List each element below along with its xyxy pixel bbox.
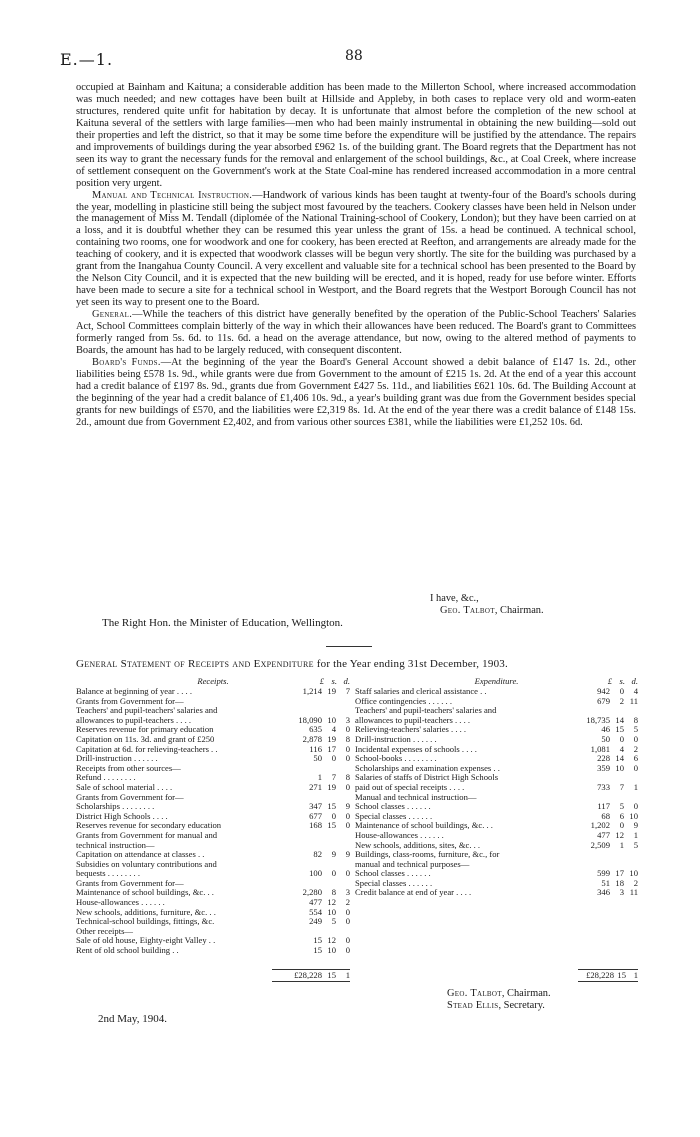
receipts-row [76, 764, 350, 774]
chairman-signature [447, 988, 551, 1000]
receipts-heading: Receipts. [197, 676, 229, 686]
expenditure-shillings: 5 [619, 801, 624, 812]
receipts-pence: 0 [345, 868, 350, 879]
statement-signatures [447, 988, 551, 1012]
expenditure-row [355, 773, 638, 783]
receipts-shillings: 0 [331, 810, 336, 821]
receipts-shillings: 0 [331, 753, 336, 764]
expenditure-row [355, 850, 638, 860]
expenditure-shillings: 14 [615, 714, 624, 725]
expenditure-row [355, 821, 638, 831]
expenditure-header [355, 676, 638, 687]
receipts-currency-header [302, 676, 350, 686]
letter-signoff [430, 593, 544, 617]
receipts-label: Rent of old school building . . [76, 946, 179, 956]
paragraph-boards-funds [76, 357, 636, 429]
receipts-amount [288, 850, 350, 860]
expenditure-shillings: 0 [619, 820, 624, 831]
receipts-row [76, 697, 350, 707]
statement-date: 2nd May, 1904. [98, 1013, 167, 1025]
receipts-pounds: 15 [313, 935, 322, 946]
pence-header: d. [631, 676, 638, 686]
secretary-signature [447, 1000, 551, 1012]
receipts-label: Receipts from other sources— [76, 763, 181, 773]
expenditure-row [355, 745, 638, 755]
expenditure-label: School classes . . . . . . [355, 802, 431, 812]
receipts-shillings: 19 [327, 781, 336, 792]
receipts-label: Grants from Government for— [76, 792, 184, 802]
expenditure-row [355, 869, 638, 879]
receipts-label: Other receipts— [76, 926, 134, 936]
receipts-pounds: 2,280 [302, 887, 322, 898]
receipts-row [76, 946, 350, 956]
paragraph-general-text: —While the teachers of this district have generally benefited by the operation of the Public-School Teachers' Salaries Act, School Committees complain bitterly of the way in which their allowances have been reduced. The Board's grant to Committees formerly ranged from 5s. 6d. to 11s. 6d. a head on the average attendance, but now, owing to the altered method of payments to Boards, the amount has had to be largely reduced, with consequent discontent. [76, 309, 636, 356]
receipts-pence: 0 [345, 935, 350, 946]
receipts-shillings: 10 [327, 945, 336, 956]
expenditure-amount [576, 783, 638, 793]
expenditure-row [355, 879, 638, 889]
receipts-pounds: 635 [309, 724, 322, 735]
receipts-row [76, 821, 350, 831]
expenditure-shillings: 17 [615, 868, 624, 879]
receipts-label: Teachers' and pupil-teachers' salaries and [76, 706, 218, 716]
expenditure-label: Drill-instruction . . . . . . [355, 734, 437, 744]
expenditure-pounds: 18,735 [586, 714, 610, 725]
expenditure-pence: 1 [633, 781, 638, 792]
chairman-role: , Chairman. [501, 988, 551, 999]
receipts-shillings: 10 [327, 714, 336, 725]
receipts-pence: 8 [345, 772, 350, 783]
receipts-amount [288, 917, 350, 927]
receipts-shillings: 5 [331, 916, 336, 927]
receipts-label: Grants from Government for— [76, 878, 184, 888]
receipts-pence: 0 [345, 753, 350, 764]
pounds-header: £ [607, 676, 612, 686]
receipts-pence: 0 [345, 810, 350, 821]
expenditure-label: New schools, additions, sites, &c. . . [355, 840, 481, 850]
receipts-pence: 7 [345, 686, 350, 696]
section-heading-general: General. [92, 309, 133, 321]
expenditure-shillings: 18 [615, 877, 624, 888]
receipts-amount [288, 687, 350, 697]
expenditure-amount [576, 697, 638, 707]
receipts-pounds: 15 [313, 945, 322, 956]
receipts-row [76, 869, 350, 879]
expenditure-amount [576, 888, 638, 898]
report-body [76, 82, 636, 429]
expenditure-pence: 0 [633, 801, 638, 812]
expenditure-pounds: 359 [597, 762, 610, 773]
receipts-label: Capitation on 11s. 3d. and grant of £250 [76, 734, 215, 744]
signoff-name: Geo. Talbot [440, 605, 495, 616]
receipts-pounds: 271 [309, 781, 322, 792]
chairman-name: Geo. Talbot [447, 988, 502, 999]
receipts-row [76, 783, 350, 793]
receipts-label: Capitation at 6d. for relieving-teachers . . [76, 744, 218, 754]
receipts-row [76, 850, 350, 860]
receipts-pounds: 2,878 [302, 733, 322, 744]
receipts-pence: 3 [345, 887, 350, 898]
expenditure-pence: 2 [633, 743, 638, 754]
expenditure-label: Incidental expenses of schools . . . . [355, 744, 477, 754]
expenditure-pence: 1 [633, 829, 638, 840]
expenditure-pence: 4 [633, 686, 638, 696]
expenditure-label: allowances to pupil-teachers . . . . [355, 715, 471, 725]
shillings-header: s. [619, 676, 625, 686]
expenditure-label: Teachers' and pupil-teachers' salaries and [355, 706, 497, 716]
receipts-total-amount [272, 970, 350, 982]
receipts-pounds: 1 [317, 772, 322, 783]
receipts-pounds: 168 [309, 820, 322, 831]
expenditure-row [355, 888, 638, 898]
receipts-pounds: 50 [313, 753, 322, 764]
expenditure-pounds: 942 [597, 686, 610, 696]
expenditure-row [355, 687, 638, 697]
secretary-role: , Secretary. [498, 1000, 545, 1011]
expenditure-amount [576, 764, 638, 774]
receipts-label: New schools, additions, furniture, &c. . . [76, 907, 216, 917]
expenditure-heading: Expenditure. [474, 676, 519, 686]
expenditure-pence: 0 [633, 733, 638, 744]
expenditure-label: Maintenance of school buildings, &c. . . [355, 821, 493, 831]
receipts-pence: 0 [345, 820, 350, 831]
expenditure-pounds: 1,202 [590, 820, 610, 831]
receipts-row [76, 754, 350, 764]
receipts-shillings: 8 [331, 887, 336, 898]
receipts-label: Scholarships . . . . . . . . [76, 802, 155, 812]
section-heading-manual: Manual and Technical Instruction. [92, 189, 253, 201]
receipts-label: Grants from Government for manual and [76, 830, 218, 840]
expenditure-shillings: 7 [619, 781, 624, 792]
expenditure-row [355, 793, 638, 803]
expenditure-pounds: 477 [597, 829, 610, 840]
receipts-pence: 0 [345, 743, 350, 754]
expenditure-label: manual and technical purposes— [355, 859, 470, 869]
receipts-row [76, 927, 350, 937]
expenditure-pence: 6 [633, 753, 638, 764]
receipts-shillings: 4 [331, 724, 336, 735]
receipts-label: Sale of school material . . . . [76, 782, 173, 792]
receipts-pounds: 100 [309, 868, 322, 879]
expenditure-row [355, 802, 638, 812]
expenditure-label: Office contingencies . . . . . . [355, 696, 452, 706]
expenditure-label: Salaries of staffs of District High Schools [355, 773, 499, 783]
receipts-shillings: 19 [327, 686, 336, 696]
expenditure-pence: 2 [633, 877, 638, 888]
expenditure-pence: 8 [633, 714, 638, 725]
expenditure-pounds: 1,081 [590, 743, 610, 754]
receipts-shillings: 12 [327, 935, 336, 946]
paragraph-funds-text: —At the beginning of the year the Board's General Account showed a debit balance of £147 1s. 2d., other liabilities being £578 1s. 9d., while grants were due from Government to the amount of £215 1s. 2d. At the end of a year this account had a credit balance of £197 8s. 9d., grants due from Government £427 5s. 11d., and liabilities £621 10s. 6d. The Building Account at the beginning of the year had a credit balance of £1,406 10s. 9d., a year's building grant was due from the Government besides special grants for new buildings of £570, and the liabilities were £2,319 8s. 1d. At the end of the year there was a credit balance of £148 15s. 2d., amount due from Government £2,402, and from various other sources £381, while the liabilities were £1,252 10s. 6d. [76, 356, 636, 428]
report-reference: E.—1. [60, 50, 114, 69]
expenditure-shillings: 3 [619, 887, 624, 898]
receipts-label: Grants from Government for— [76, 696, 184, 706]
receipts-pence: 3 [345, 714, 350, 725]
expenditure-shillings: 4 [619, 743, 624, 754]
total-shillings: 15 [327, 970, 336, 980]
paragraph-buildings: occupied at Bainham and Kaituna; a considerable addition has been made to the Millerton School, where increased accommodation was much needed; and new cottages have been built at Hillside and Appleby, in both cases to replace very old and worm-eaten structures, rendered quite unfit for habitation by decay. It is unfortunate that almost before the completion of the new school at Kaituna several of the settlers with large families—men who had been mainly instrumental in obtaining the new building—sold out their properties and left the district, so that it may be some time before the expenditure will be justified by the attendance. The repairs and improvements of buildings during the year absorbed £962 1s. of the building grant. The Board regrets that the Department has not seen its way to grant the necessary funds for the removal and enlargement of the school buildings, &c., at Coal Creek, where increase of settlement consequent on the Government's work at the State Coal-mine has rendered increased accommodation in a more central position very urgent. [76, 82, 636, 189]
expenditure-rows [355, 687, 638, 898]
expenditure-pounds: 2,509 [590, 839, 610, 850]
statement-title-caps: General Statement of Receipts and Expenditure [76, 658, 314, 670]
expenditure-shillings: 14 [615, 753, 624, 764]
paragraph-manual-technical [76, 190, 636, 310]
receipts-label: Balance at beginning of year . . . . [76, 687, 192, 696]
receipts-label: Reserves revenue for primary education [76, 725, 214, 735]
receipts-pounds: 677 [309, 810, 322, 821]
receipts-label: allowances to pupil-teachers . . . . [76, 715, 192, 725]
expenditure-label: School classes . . . . . . [355, 869, 431, 879]
receipts-pence: 9 [345, 849, 350, 860]
receipts-pence: 0 [345, 945, 350, 956]
receipts-shillings: 15 [327, 820, 336, 831]
receipts-label: District High Schools . . . . [76, 811, 168, 821]
expenditure-row [355, 754, 638, 764]
receipts-row [76, 841, 350, 851]
statement-title-rest: for the Year ending 31st December, 1903. [313, 658, 508, 670]
receipts-shillings: 12 [327, 897, 336, 908]
expenditure-currency-header [590, 676, 638, 686]
receipts-row [76, 745, 350, 755]
receipts-pounds: 347 [309, 801, 322, 812]
expenditure-shillings: 0 [619, 686, 624, 696]
receipts-label: Sale of old house, Eighty-eight Valley . . [76, 936, 216, 946]
expenditure-pence: 11 [629, 887, 638, 898]
receipts-label: Refund . . . . . . . . [76, 773, 136, 783]
expenditure-pence: 5 [633, 839, 638, 850]
receipts-amount [288, 821, 350, 831]
receipts-label: technical instruction— [76, 840, 155, 850]
receipts-row [76, 917, 350, 927]
receipts-shillings: 17 [327, 743, 336, 754]
receipts-shillings: 7 [331, 772, 336, 783]
expenditure-pence: 10 [629, 810, 638, 821]
expenditure-label: Special classes . . . . . . [355, 878, 433, 888]
section-heading-funds: Board's Funds. [92, 356, 161, 368]
expenditure-label: paid out of special receipts . . . . [355, 782, 465, 792]
expenditure-pence: 9 [633, 820, 638, 831]
receipts-label: bequests . . . . . . . . [76, 869, 140, 879]
addressee: The Right Hon. the Minister of Education, Wellington. [102, 617, 343, 629]
expenditure-shillings: 10 [615, 762, 624, 773]
total-pounds: £28,228 [586, 970, 614, 980]
receipts-label: Maintenance of school buildings, &c. . . [76, 888, 214, 898]
expenditure-shillings: 12 [615, 829, 624, 840]
expenditure-pounds: 46 [601, 724, 610, 735]
signoff-role: , Chairman. [494, 605, 544, 616]
expenditure-label: Scholarships and examination expenses . . [355, 763, 500, 773]
receipts-pounds: 18,090 [298, 714, 322, 725]
expenditure-pounds: 68 [601, 810, 610, 821]
receipts-label: Technical-school buildings, fittings, &c. [76, 917, 215, 927]
expenditure-row [355, 860, 638, 870]
expenditure-pounds: 346 [597, 887, 610, 898]
expenditure-pounds: 117 [597, 801, 610, 812]
expenditure-label: Buildings, class-rooms, furniture, &c., for [355, 850, 500, 860]
receipts-label: Reserves revenue for secondary education [76, 821, 222, 831]
expenditure-pounds: 50 [601, 733, 610, 744]
expenditure-label: House-allowances . . . . . . [355, 830, 444, 840]
expenditure-pounds: 599 [597, 868, 610, 879]
expenditure-pounds: 679 [597, 695, 610, 706]
receipts-pence: 0 [345, 724, 350, 735]
expenditure-pence: 0 [633, 762, 638, 773]
expenditure-row [355, 783, 638, 793]
receipts-row [76, 936, 350, 946]
total-shillings: 15 [617, 970, 626, 980]
receipts-shillings: 9 [331, 849, 336, 860]
receipts-pence: 0 [345, 916, 350, 927]
expenditure-pence: 10 [629, 868, 638, 879]
expenditure-total [578, 969, 638, 982]
receipts-amount [288, 946, 350, 956]
shillings-header: s. [331, 676, 337, 686]
receipts-shillings: 10 [327, 906, 336, 917]
receipts-pence: 0 [345, 781, 350, 792]
receipts-pence: 0 [345, 906, 350, 917]
receipts-label: Subsidies on voluntary contributions and [76, 859, 217, 869]
expenditure-pounds: 228 [597, 753, 610, 764]
expenditure-shillings: 1 [619, 839, 624, 850]
receipts-row [76, 687, 350, 697]
paragraph-general [76, 309, 636, 357]
receipts-pounds: 116 [309, 743, 322, 754]
expenditure-row [355, 725, 638, 735]
receipts-label: Drill-instruction . . . . . . [76, 754, 158, 764]
expenditure-label: Relieving-teachers' salaries . . . . [355, 725, 467, 735]
expenditure-shillings: 0 [619, 733, 624, 744]
receipts-label: House-allowances . . . . . . [76, 898, 165, 908]
receipts-shillings: 19 [327, 733, 336, 744]
statement-title [76, 658, 636, 670]
expenditure-pence: 11 [629, 695, 638, 706]
expenditure-pounds: 733 [597, 781, 610, 792]
receipts-pounds: 554 [309, 906, 322, 917]
signoff-signature [430, 605, 544, 617]
receipts-amount [288, 754, 350, 764]
receipts-row [76, 831, 350, 841]
expenditure-row [355, 764, 638, 774]
expenditure-pence: 5 [633, 724, 638, 735]
expenditure-row [355, 716, 638, 726]
receipts-total [272, 969, 350, 982]
paragraph-manual-text: —Handwork of various kinds has been taught at twenty-four of the Board's schools during the year, modelling in plasticine still being the subject most favoured by the teachers. Cookery classes have been held in Nelson under the management of Miss M. Tendall (diplomée of the National Training-school of Cookery, London); but they have been carried on at a loss, and it is doubtful whether they can be resumed this year unless the grant of 15s. a head be continued. A technical school, containing two rooms, one for woodwork and one for cookery, has been erected at Reefton, and arrangements are already made for the teaching of cookery, and it is expected that woodwork classes will be begun very shortly. The site for the building was purchased by a grant from the Inangahua County Council. A very excellent and valuable site for a technical school has been presented to the Board by the Nelson City Council, and it is expected that the new building will be erected, and it is hoped, ready for use before winter. Efforts have been made to secure a site for a technical school in Westport, and the Board regrets that the Westport Borough Council has not yet seen its way to present one to the Board. [76, 189, 636, 309]
receipts-label: Capitation on attendance at classes . . [76, 850, 205, 860]
signoff-salutation: I have, &c., [430, 593, 479, 604]
receipts-shillings: 15 [327, 801, 336, 812]
receipts-pounds: 249 [309, 916, 322, 927]
total-pence: 1 [345, 970, 350, 980]
receipts-column [76, 676, 350, 956]
receipts-rows [76, 687, 350, 956]
pounds-header: £ [319, 676, 324, 686]
receipts-amount [288, 783, 350, 793]
receipts-pence: 2 [345, 897, 350, 908]
pence-header: d. [343, 676, 350, 686]
expenditure-shillings: 2 [619, 695, 624, 706]
page-number: 88 [345, 48, 363, 64]
total-pence: 1 [633, 970, 638, 980]
expenditure-amount [576, 841, 638, 851]
expenditure-shillings: 15 [615, 724, 624, 735]
expenditure-label: Special classes . . . . . . [355, 811, 433, 821]
receipts-shillings: 0 [331, 868, 336, 879]
expenditure-pounds: 51 [601, 877, 610, 888]
expenditure-label: School-books . . . . . . . . [355, 754, 437, 764]
expenditure-row [355, 697, 638, 707]
receipts-pence: 8 [345, 733, 350, 744]
receipts-amount [288, 869, 350, 879]
secretary-name: Stead Ellis [447, 1000, 499, 1011]
section-divider [326, 646, 372, 647]
expenditure-label: Staff salaries and clerical assistance . . [355, 687, 487, 696]
expenditure-label: Credit balance at end of year . . . . [355, 888, 472, 898]
expenditure-label: Manual and technical instruction— [355, 792, 477, 802]
expenditure-shillings: 6 [619, 810, 624, 821]
receipts-pounds: 1,214 [302, 686, 322, 696]
receipts-pounds: 477 [309, 897, 322, 908]
expenditure-total-amount [578, 970, 638, 982]
total-pounds: £28,228 [294, 970, 322, 980]
expenditure-column [355, 676, 638, 898]
expenditure-row [355, 841, 638, 851]
receipts-pounds: 82 [313, 849, 322, 860]
receipts-pence: 9 [345, 801, 350, 812]
